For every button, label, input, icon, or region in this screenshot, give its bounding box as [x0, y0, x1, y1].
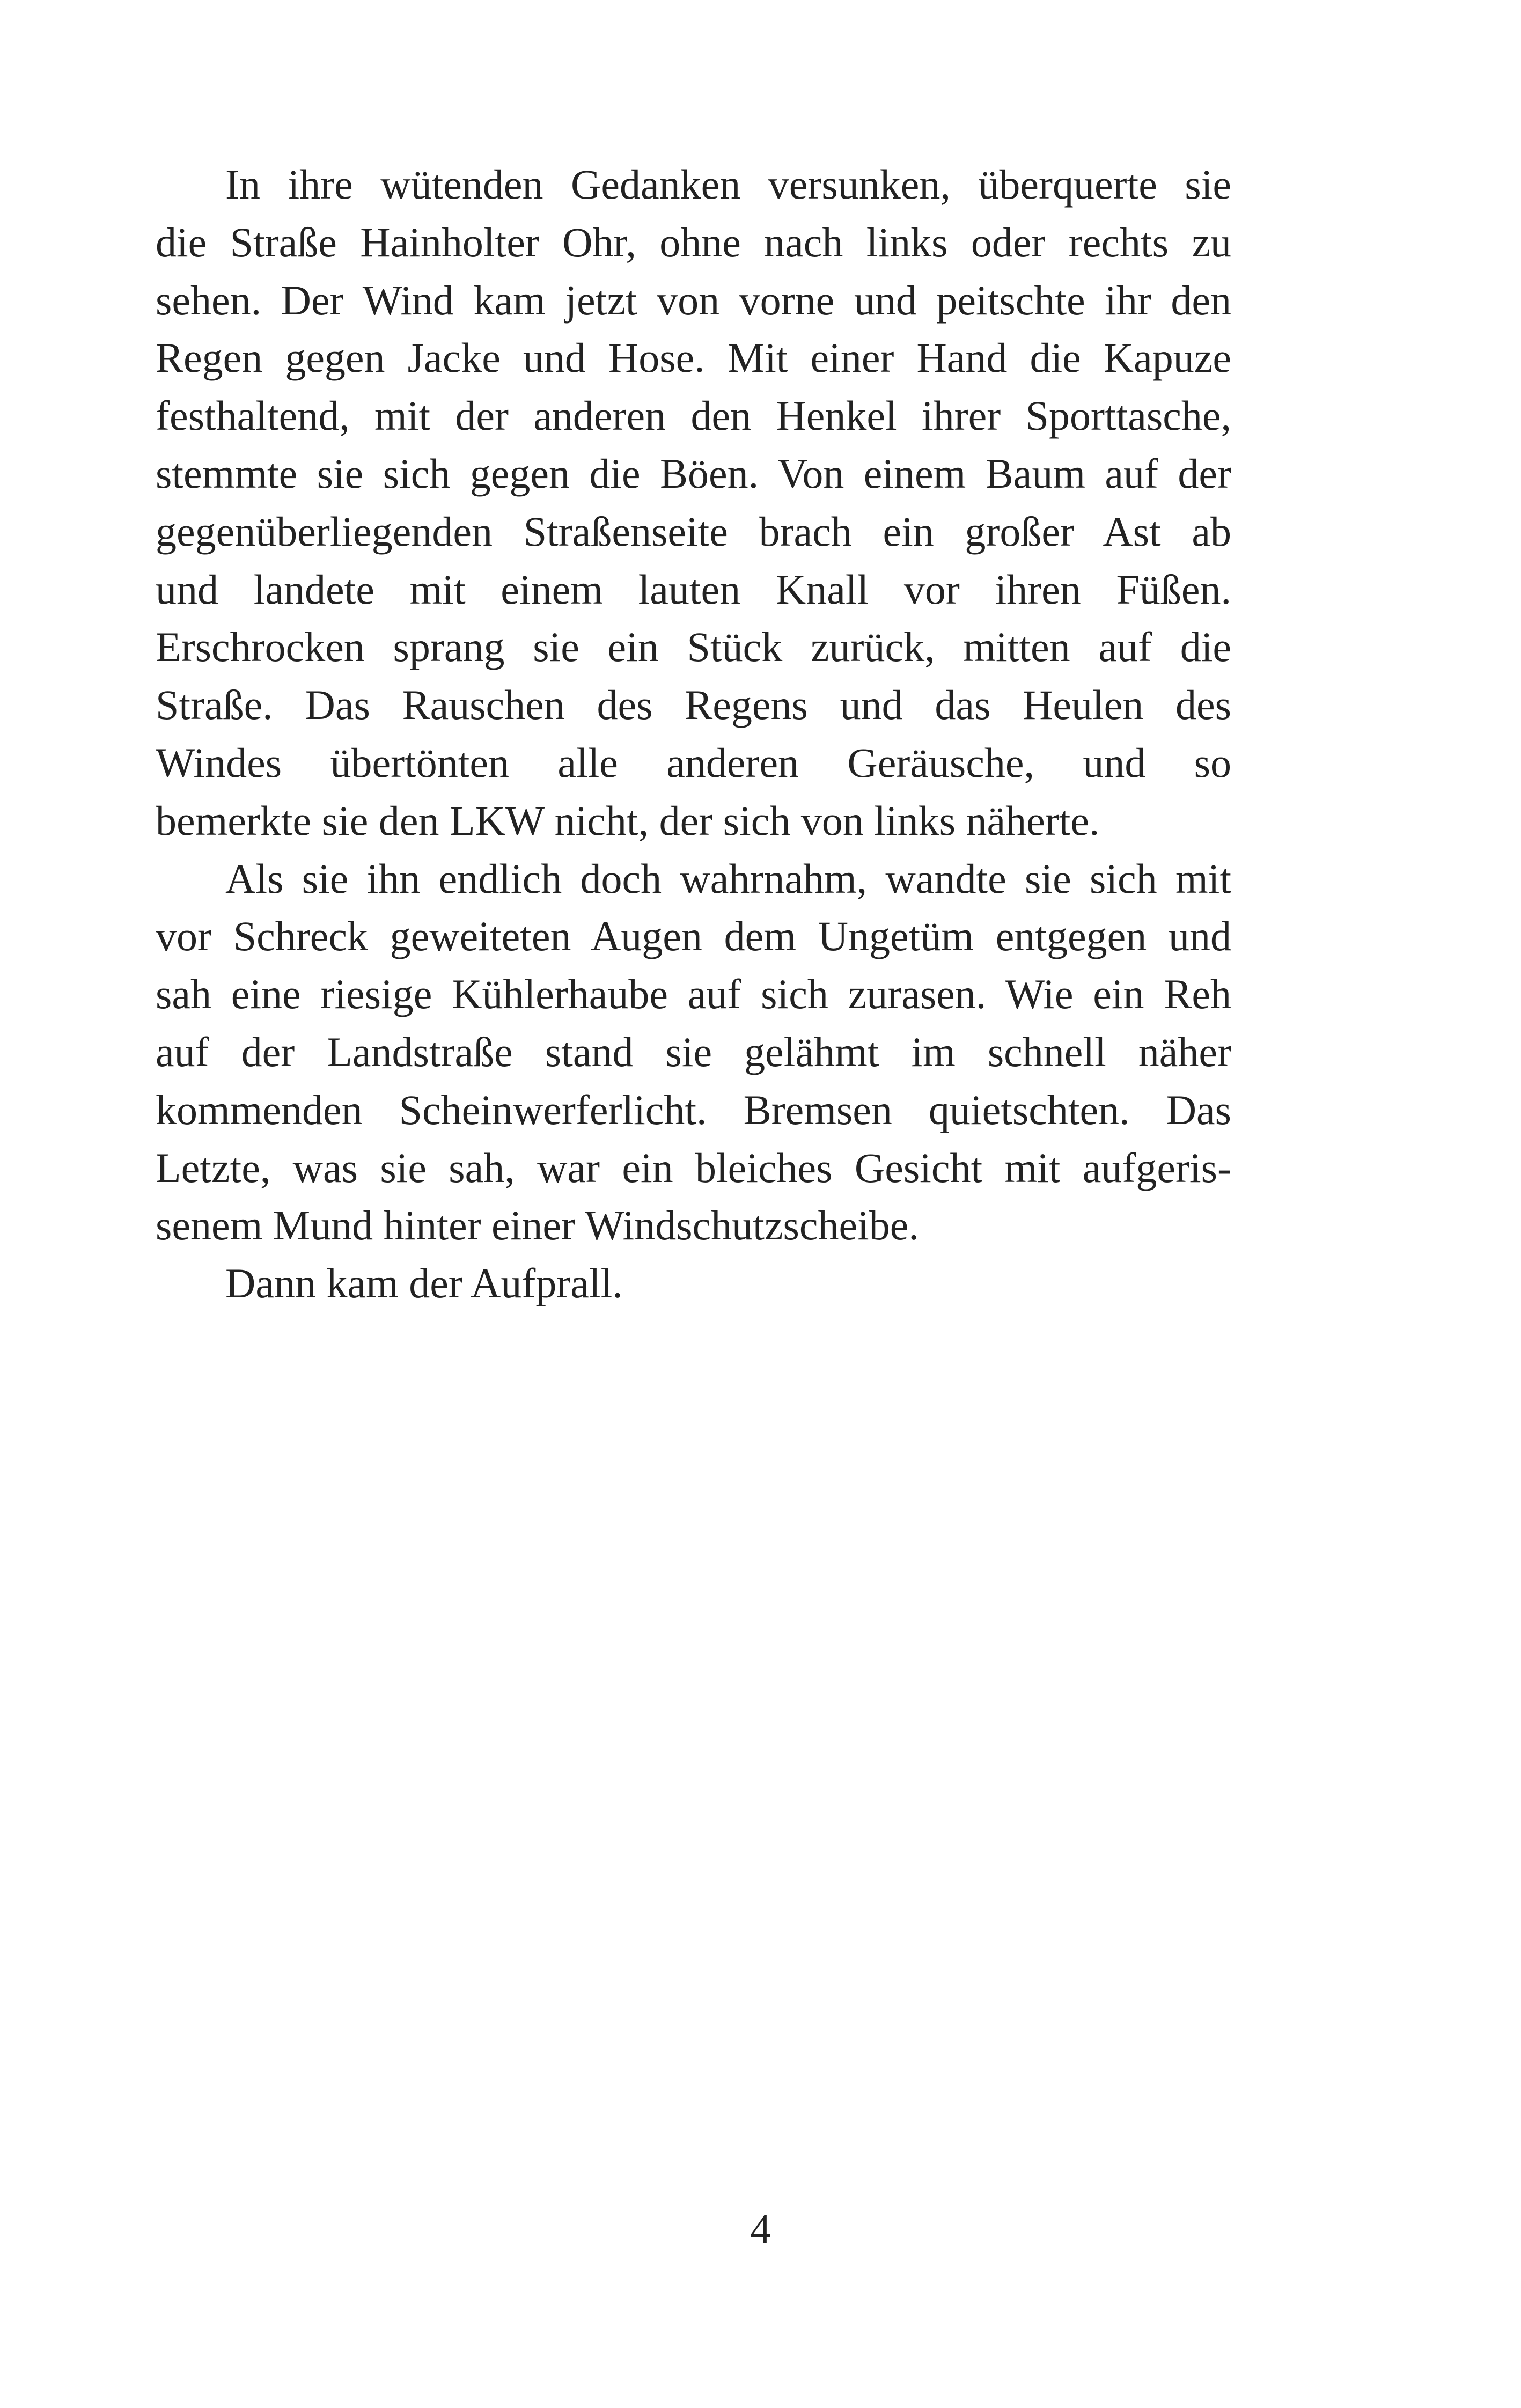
page-number: 4 — [750, 2206, 771, 2252]
text-line: und landete mit einem lauten Knall vor ihren Füßen. — [156, 566, 1231, 613]
paragraph-1 — [156, 156, 1231, 850]
text-line: kommenden Scheinwerferlicht. Bremsen quietschten. Das — [156, 1086, 1231, 1133]
text-line: Erschrocken sprang sie ein Stück zurück, mitten auf die — [156, 623, 1231, 671]
text-line: festhaltend, mit der anderen den Henkel ihrer Sporttasche, — [156, 392, 1231, 439]
text-line: auf der Landstraße stand sie gelähmt im schnell näher — [156, 1028, 1231, 1075]
body-text — [156, 156, 1231, 1312]
text-line: Dann kam der Aufprall. — [225, 1260, 623, 1307]
text-line: Regen gegen Jacke und Hose. Mit einer Hand die Kapuze — [156, 334, 1231, 381]
text-line: gegenüberliegenden Straßenseite brach ein großer Ast ab — [156, 508, 1231, 555]
text-line: In ihre wütenden Gedanken versunken, überquerte sie — [225, 161, 1231, 208]
text-line: Windes übertönten alle anderen Geräusche, und so — [156, 739, 1231, 786]
paragraph-3 — [156, 1254, 1231, 1312]
paragraph-2 — [156, 850, 1231, 1255]
text-line: Letzte, was sie sah, war ein bleiches Gesicht mit aufgeris- — [156, 1144, 1231, 1191]
text-line: vor Schreck geweiteten Augen dem Ungetüm entgegen und — [156, 913, 1231, 960]
text-line: bemerkte sie den LKW nicht, der sich von links näherte. — [156, 797, 1100, 844]
text-line: Straße. Das Rauschen des Regens und das Heulen des — [156, 681, 1231, 729]
text-line: sah eine riesige Kühlerhaube auf sich zurasen. Wie ein Reh — [156, 971, 1231, 1018]
text-line: Als sie ihn endlich doch wahrnahm, wandte sie sich mit — [225, 855, 1231, 902]
text-line: senem Mund hinter einer Windschutzscheibe. — [156, 1202, 919, 1249]
text-line: sehen. Der Wind kam jetzt von vorne und peitschte ihr den — [156, 276, 1231, 324]
text-line: stemmte sie sich gegen die Böen. Von einem Baum auf der — [156, 450, 1231, 497]
text-line: die Straße Hainholter Ohr, ohne nach links oder rechts zu — [156, 218, 1231, 266]
